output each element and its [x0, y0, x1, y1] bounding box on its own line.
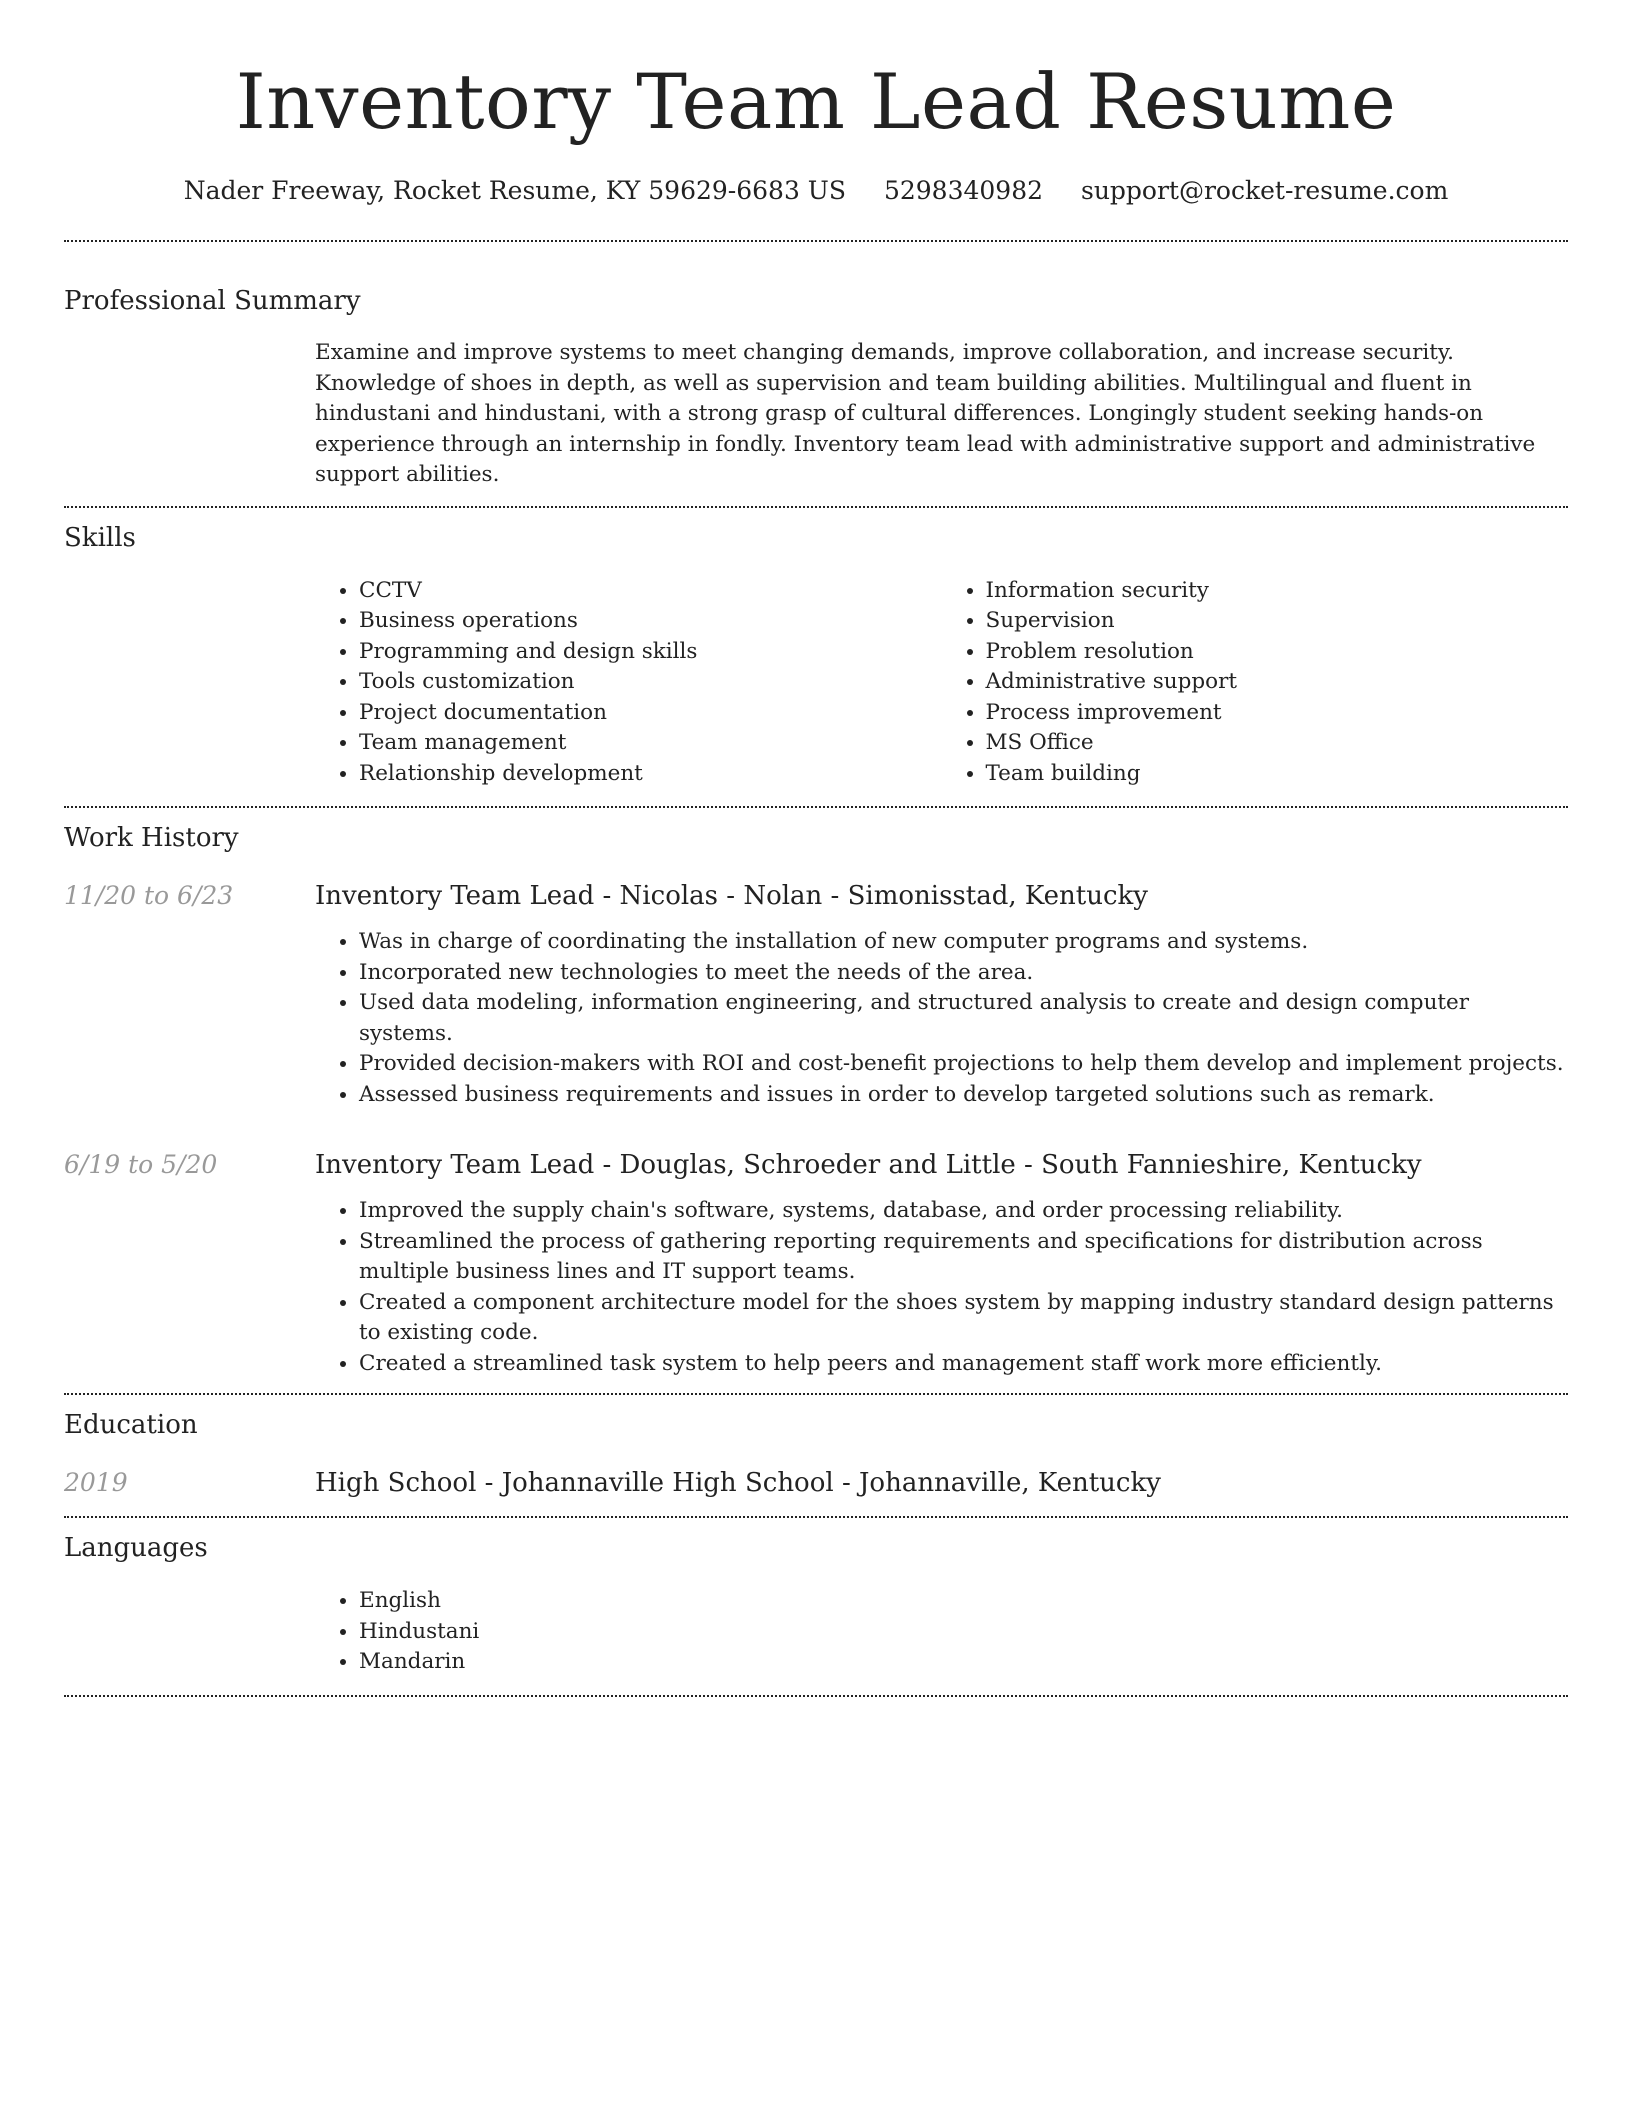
list-item: • Provided decision-makers with ROI and cost-benefit projections to help them develop and implement projects. — [359, 1049, 1568, 1080]
list-item: • Programming and design skills — [359, 637, 942, 668]
section-professional-summary — [64, 242, 1568, 491]
list-item: • Was in charge of coordinating the installation of new computer programs and systems. — [359, 927, 1568, 958]
job-entry — [64, 1148, 1568, 1379]
section-education — [64, 1395, 1568, 1500]
contact-phone: 5298340982 — [883, 176, 1044, 205]
list-item: • Streamlined the process of gathering reporting requirements and specifications for distribution across multiple business lines and IT support teams. — [359, 1227, 1568, 1288]
list-item: • Relationship development — [359, 759, 942, 790]
contact-line — [64, 174, 1568, 208]
skills-column-right — [942, 576, 1569, 790]
section-heading: Work History — [64, 823, 239, 853]
list-item: • Created a streamlined task system to help peers and management staff work more efficiently. — [359, 1349, 1568, 1380]
list-item: • Created a component architecture model for the shoes system by mapping industry standard design patterns to existing code. — [359, 1288, 1568, 1349]
section-heading: Skills — [64, 522, 136, 553]
resume-header — [64, 0, 1568, 208]
section-heading: Education — [64, 1410, 198, 1440]
job-entry — [64, 879, 1568, 1110]
summary-text: Examine and improve systems to meet changing demands, improve collaboration, and increase security. Knowledge of shoes in depth, as well as supervision and team building abilities. Multilingual and fluent in hindustani and hindustani, with a strong grasp of cultural differences. Longingly student seeking hands-on experience through an internship in fondly. Inventory team lead with administrative support and administrative support abilities. — [315, 340, 1536, 487]
job-title: Inventory Team Lead - Nicolas - Nolan - Simonisstad, Kentucky — [315, 881, 1148, 911]
job-date: 11/20 to 6/23 — [64, 881, 234, 910]
divider — [64, 1695, 1568, 1697]
section-heading: Professional Summary — [64, 286, 361, 316]
list-item: • MS Office — [986, 728, 1569, 759]
section-languages — [64, 1518, 1568, 1678]
job-title: Inventory Team Lead - Douglas, Schroeder and Little - South Fannieshire, Kentucky — [315, 1150, 1422, 1180]
languages-list — [315, 1586, 1568, 1678]
education-title: High School - Johannaville High School - Johannaville, Kentucky — [315, 1468, 1161, 1498]
list-item: • Team management — [359, 728, 942, 759]
job-body — [315, 879, 1568, 1110]
contact-address: Nader Freeway, Rocket Resume, KY 59629-6683 US — [183, 176, 847, 205]
section-heading: Languages — [64, 1533, 208, 1563]
page-title: Inventory Team Lead Resume — [235, 57, 1397, 146]
list-item: • Business operations — [359, 606, 942, 637]
list-item: • Incorporated new technologies to meet the needs of the area. — [359, 958, 1568, 989]
languages-content — [315, 1586, 1568, 1678]
list-item: • English — [359, 1586, 1568, 1617]
section-skills — [64, 508, 1568, 790]
summary-content — [315, 338, 1568, 491]
job-date: 6/19 to 5/20 — [64, 1150, 218, 1179]
list-item: • Assessed business requirements and issues in order to develop targeted solutions such as remark. — [359, 1080, 1568, 1111]
list-item: • Problem resolution — [986, 637, 1569, 668]
list-item: • CCTV — [359, 576, 942, 607]
skills-column-left — [315, 576, 942, 790]
job-body — [315, 1148, 1568, 1379]
education-entry — [64, 1466, 1568, 1500]
list-item: • Project documentation — [359, 698, 942, 729]
education-date: 2019 — [64, 1468, 128, 1497]
section-work-history — [64, 808, 1568, 1379]
job-bullets — [315, 927, 1568, 1110]
list-item: • Team building — [986, 759, 1569, 790]
list-item: • Hindustani — [359, 1617, 1568, 1648]
contact-email: support@rocket-resume.com — [1080, 176, 1449, 205]
list-item: • Used data modeling, information engineering, and structured analysis to create and design computer systems. — [359, 988, 1568, 1049]
job-bullets — [315, 1196, 1568, 1379]
skills-list — [315, 576, 1568, 790]
list-item: • Supervision — [986, 606, 1569, 637]
list-item: • Administrative support — [986, 667, 1569, 698]
education-body — [315, 1466, 1568, 1500]
list-item: • Mandarin — [359, 1647, 1568, 1678]
list-item: • Tools customization — [359, 667, 942, 698]
list-item: • Process improvement — [986, 698, 1569, 729]
list-item: • Information security — [986, 576, 1569, 607]
list-item: • Improved the supply chain's software, systems, database, and order processing reliability. — [359, 1196, 1568, 1227]
